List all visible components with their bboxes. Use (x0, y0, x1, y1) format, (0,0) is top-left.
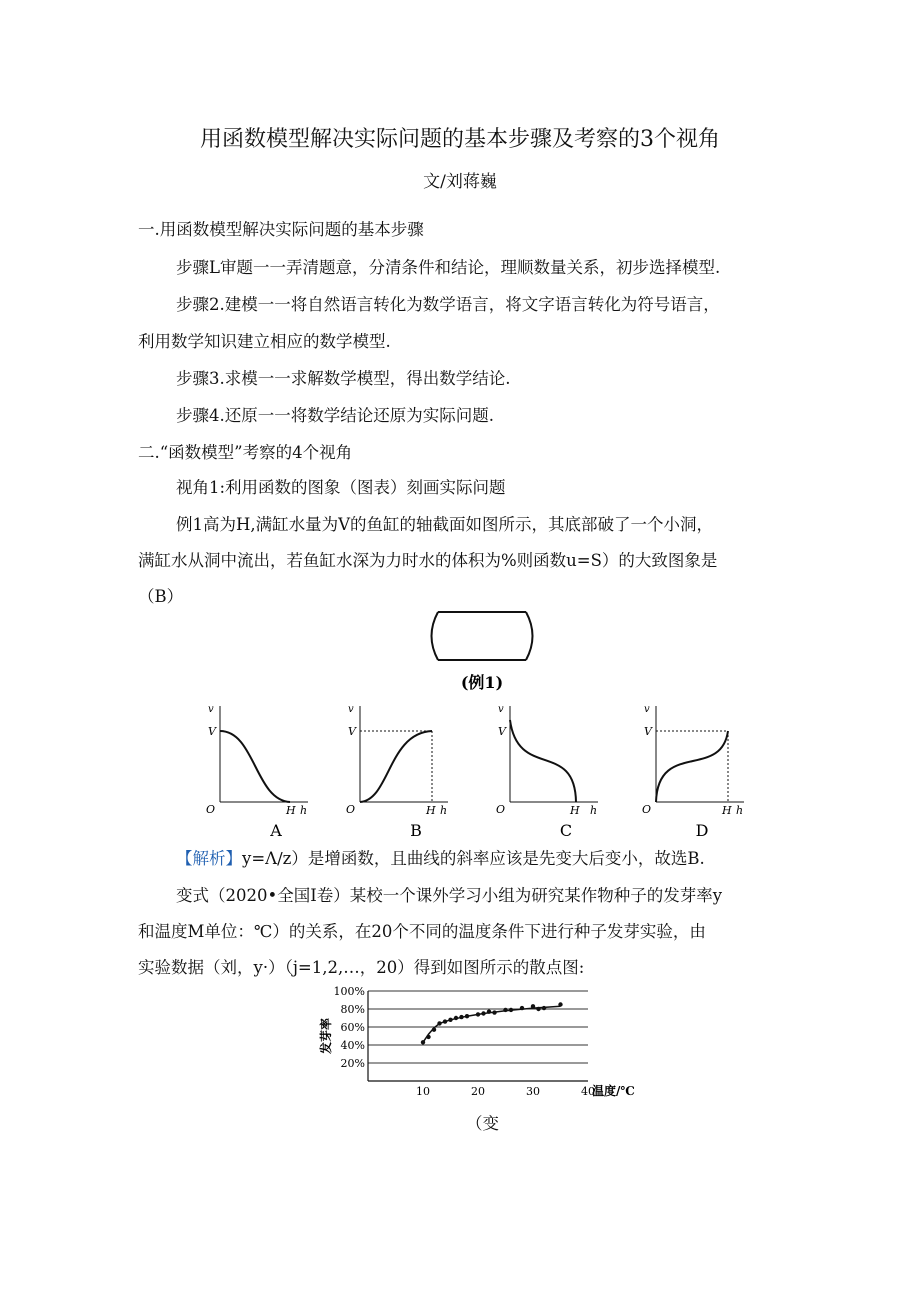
option-label-c: C (559, 821, 573, 840)
data-point (520, 1006, 524, 1010)
example1-line1: 例1高为H,满缸水量为V的鱼缸的轴截面如图所示，其底部破了一个小洞， (176, 515, 714, 534)
fish-tank-figure (420, 606, 544, 696)
step2-text-line2: 利用数学知识建立相应的数学模型. (138, 332, 391, 351)
origin-label-a: O (206, 803, 216, 816)
y-tick-label: 100% (333, 985, 365, 998)
origin-label-c: O (496, 803, 506, 816)
x-tick-label: 40 (581, 1085, 595, 1098)
trend-curve (423, 1006, 561, 1042)
origin-label-b: O (346, 803, 356, 816)
h-label-c: h (590, 804, 598, 817)
y-tick-label: 20% (340, 1057, 365, 1070)
data-point (476, 1012, 480, 1016)
data-point (437, 1021, 441, 1025)
h-label-d: h (736, 804, 744, 817)
data-point (459, 1015, 463, 1019)
option-label-b: B (410, 821, 422, 840)
data-point (426, 1035, 430, 1039)
x-tick-label: 10 (416, 1085, 430, 1098)
step3-text: 步骤3.求模一一求解数学模型，得出数学结论. (176, 369, 511, 388)
data-point (443, 1019, 447, 1023)
option-label-d: D (695, 821, 709, 840)
option-graphs (190, 700, 750, 842)
y-tick-labels (334, 985, 365, 1070)
data-point (487, 1010, 491, 1014)
chart-grid (368, 991, 588, 1081)
y-tick-label: 40% (340, 1039, 365, 1052)
author-line: 文/刘蒋巍 (423, 172, 497, 192)
curve-c (510, 720, 576, 802)
graph-c (496, 704, 598, 840)
y-tick-label: 80% (340, 1003, 365, 1016)
analysis-line (176, 847, 705, 871)
variant-line3: 实验数据（刘，y·）（j=1,2,…，20）得到如图所示的散点图: (138, 958, 585, 977)
curve-b (360, 731, 432, 802)
page-title: 用函数模型解决实际问题的基本步骤及考察的3个视角 (200, 127, 720, 152)
tank-outline (432, 612, 533, 660)
y-axis-label: 发芽率 (319, 1017, 333, 1055)
graph-d (642, 704, 744, 840)
data-point (465, 1014, 469, 1018)
data-point (536, 1007, 540, 1011)
h-cap-label-a: H (286, 804, 296, 817)
data-point (421, 1040, 425, 1044)
data-point (542, 1006, 546, 1010)
curve-d (656, 731, 728, 802)
scatter-chart (308, 983, 648, 1103)
axis-v-label-c: v (498, 704, 504, 715)
y-tick-label: 60% (340, 1021, 365, 1034)
data-point (509, 1008, 513, 1012)
step1-text: 步骤L审题一一弄清题意，分清条件和结论，理顺数量关系，初步选择模型. (176, 258, 721, 277)
option-label-a: A (270, 821, 282, 840)
h-label-b: h (440, 804, 448, 817)
x-tick-labels (416, 1085, 595, 1098)
graph-a (206, 704, 308, 840)
h-cap-label-b: H (426, 804, 436, 817)
h-cap-label-d: H (722, 804, 732, 817)
guide-lines-b (360, 731, 432, 802)
axis-v-label-b: v (348, 704, 354, 715)
tank-caption: (例1) (460, 673, 504, 692)
step2-text-line1: 步骤2.建模一一将自然语言转化为数学语言，将文字语言转化为符号语言， (176, 295, 720, 314)
data-point (448, 1018, 452, 1022)
x-axis-label: 温度/℃ (592, 1084, 635, 1098)
axis-v-label-d: v (644, 704, 650, 715)
curve-a (220, 731, 290, 802)
v-label-a: V (208, 725, 216, 738)
guide-lines-d (656, 731, 728, 802)
analysis-tag: 【解析】 (176, 849, 242, 868)
variant-line1: 变式（2020•全国I卷）某校一个课外学习小组为研究某作物种子的发芽率y (176, 886, 723, 905)
graph-b (346, 704, 448, 840)
h-label-a: h (300, 804, 308, 817)
h-cap-label-c: H (570, 804, 580, 817)
example1-line2: 满缸水从洞中流出，若鱼缸水深为力时水的体积为%则函数u=S）的大致图象是 (138, 551, 718, 570)
view1-text: 视角1:利用函数的图象（图表）刻画实际问题 (176, 478, 506, 497)
data-point (454, 1016, 458, 1020)
axis-v-label-a: v (208, 704, 214, 715)
origin-label-d: O (642, 803, 652, 816)
variant-line2: 和温度M单位：℃）的关系，在20个不同的温度条件下进行种子发芽实验，由 (138, 922, 706, 941)
data-point (503, 1008, 507, 1012)
data-point (492, 1010, 496, 1014)
v-label-d: V (644, 725, 652, 738)
section2-heading: 二.“函数模型”考察的4个视角 (138, 443, 353, 462)
variant-caption: （变 (466, 1114, 499, 1133)
analysis-text: y=Λ∕z）是增函数，且曲线的斜率应该是先变大后变小，故选B. (242, 849, 705, 868)
data-point (558, 1002, 562, 1006)
section1-heading: 一.用函数模型解决实际问题的基本步骤 (138, 220, 424, 239)
v-label-c: V (498, 725, 506, 738)
data-point (481, 1011, 485, 1015)
x-tick-label: 20 (471, 1085, 485, 1098)
x-tick-label: 30 (526, 1085, 540, 1098)
v-label-b: V (348, 725, 356, 738)
data-point (531, 1004, 535, 1008)
example1-answer: （B） (138, 587, 184, 606)
step4-text: 步骤4.还原一一将数学结论还原为实际问题. (176, 406, 494, 425)
data-point (432, 1028, 436, 1032)
